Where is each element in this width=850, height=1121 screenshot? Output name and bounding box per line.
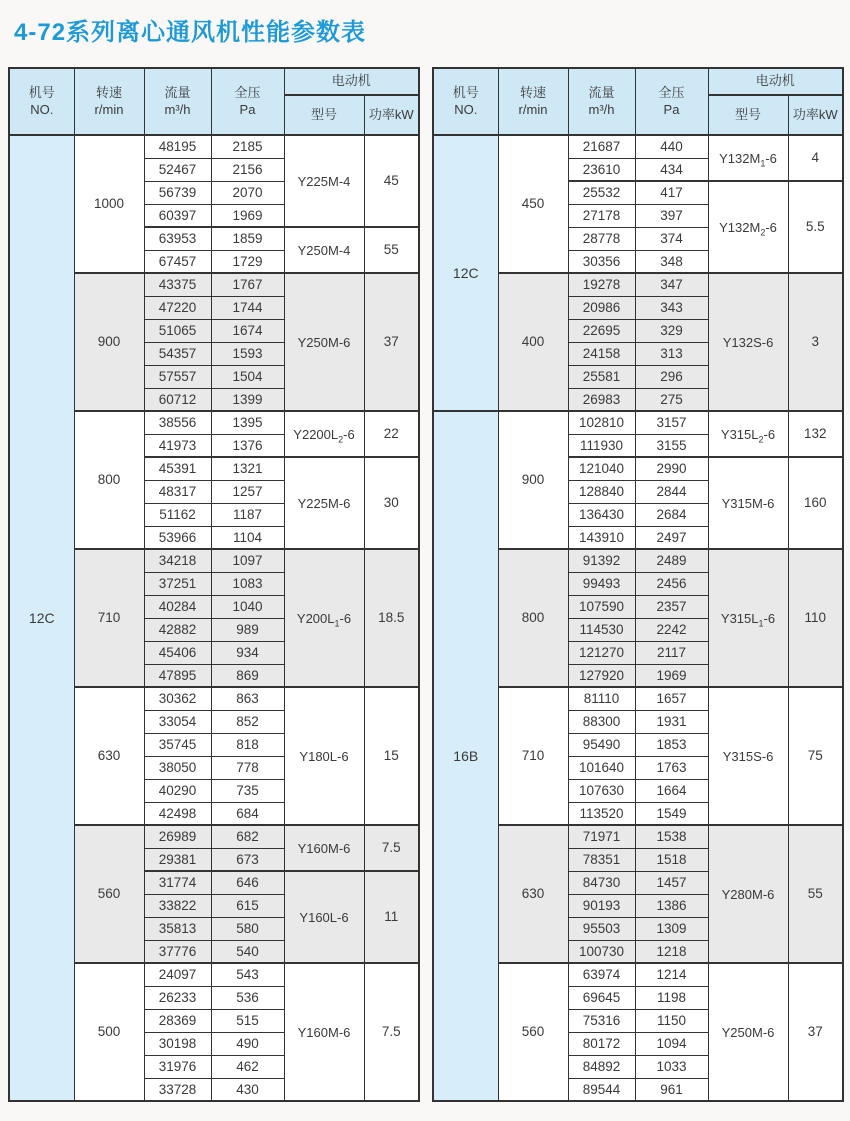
motor-model-cell: Y160M-6: [284, 963, 364, 1101]
motor-model-subscript: 2: [760, 227, 766, 238]
flow-cell: 26233: [144, 986, 211, 1009]
flow-cell: 114530: [568, 618, 635, 641]
flow-cell: 47220: [144, 296, 211, 319]
pressure-cell: 778: [211, 756, 284, 779]
flow-cell: 42882: [144, 618, 211, 641]
flow-cell: 57557: [144, 365, 211, 388]
table-row: [433, 135, 843, 158]
pressure-cell: 2242: [635, 618, 708, 641]
pressure-cell: 1504: [211, 365, 284, 388]
motor-power-cell: 15: [364, 687, 419, 825]
motor-model-subscript: 2: [338, 434, 344, 445]
flow-cell: 40284: [144, 595, 211, 618]
pressure-cell: 490: [211, 1032, 284, 1055]
flow-cell: 88300: [568, 710, 635, 733]
pressure-cell: 1376: [211, 434, 284, 457]
motor-power-cell: 7.5: [364, 825, 419, 871]
flow-cell: 101640: [568, 756, 635, 779]
motor-power-cell: 45: [364, 135, 419, 227]
flow-cell: 84892: [568, 1055, 635, 1078]
motor-power-cell: 55: [788, 825, 843, 963]
flow-cell: 33822: [144, 894, 211, 917]
speed-cell: 800: [498, 549, 568, 687]
pressure-cell: 646: [211, 871, 284, 894]
motor-model-subscript: 1: [758, 618, 764, 629]
speed-cell: 400: [498, 273, 568, 411]
motor-model-cell: Y132S-6: [708, 273, 788, 411]
speed-cell: 560: [498, 963, 568, 1101]
pressure-cell: 1593: [211, 342, 284, 365]
flow-cell: 52467: [144, 158, 211, 181]
flow-cell: 37251: [144, 572, 211, 595]
flow-cell: 60397: [144, 204, 211, 227]
motor-model-cell: Y180L-6: [284, 687, 364, 825]
pressure-cell: 961: [635, 1078, 708, 1101]
speed-cell: 630: [498, 825, 568, 963]
pressure-cell: 543: [211, 963, 284, 986]
model-no-cell: 16B: [433, 411, 498, 1101]
motor-power-cell: 22: [364, 411, 419, 457]
header-motor: 电动机: [284, 68, 419, 95]
header-flow: 流量 m³/h: [144, 68, 211, 135]
flow-cell: 51065: [144, 319, 211, 342]
motor-power-cell: 55: [364, 227, 419, 273]
pressure-cell: 1674: [211, 319, 284, 342]
flow-cell: 31976: [144, 1055, 211, 1078]
pressure-cell: 296: [635, 365, 708, 388]
pressure-cell: 430: [211, 1078, 284, 1101]
pressure-cell: 1853: [635, 733, 708, 756]
pressure-cell: 1083: [211, 572, 284, 595]
pressure-cell: 1198: [635, 986, 708, 1009]
motor-model-cell: Y225M-4: [284, 135, 364, 227]
pressure-cell: 2489: [635, 549, 708, 572]
flow-cell: 33728: [144, 1078, 211, 1101]
flow-cell: 136430: [568, 503, 635, 526]
flow-cell: 30198: [144, 1032, 211, 1055]
flow-cell: 24097: [144, 963, 211, 986]
model-no-cell: 12C: [9, 135, 74, 1101]
flow-cell: 80172: [568, 1032, 635, 1055]
pressure-cell: 275: [635, 388, 708, 411]
header-speed: 转速 r/min: [74, 68, 144, 135]
pressure-cell: 735: [211, 779, 284, 802]
pressure-cell: 1386: [635, 894, 708, 917]
pressure-cell: 580: [211, 917, 284, 940]
flow-cell: 28369: [144, 1009, 211, 1032]
flow-cell: 121040: [568, 457, 635, 480]
pressure-cell: 2497: [635, 526, 708, 549]
flow-cell: 45391: [144, 457, 211, 480]
flow-cell: 45406: [144, 641, 211, 664]
flow-cell: 91392: [568, 549, 635, 572]
pressure-cell: 3157: [635, 411, 708, 434]
flow-cell: 29381: [144, 848, 211, 871]
pressure-cell: 397: [635, 204, 708, 227]
motor-model-cell: $Y132M_1-6$: [708, 135, 788, 181]
flow-cell: 28778: [568, 227, 635, 250]
flow-cell: 51162: [144, 503, 211, 526]
flow-cell: 143910: [568, 526, 635, 549]
pressure-cell: 1097: [211, 549, 284, 572]
pressure-cell: 2844: [635, 480, 708, 503]
flow-cell: 20986: [568, 296, 635, 319]
pressure-cell: 1859: [211, 227, 284, 250]
flow-cell: 48195: [144, 135, 211, 158]
header-flow: 流量 m³/h: [568, 68, 635, 135]
pressure-cell: 1040: [211, 595, 284, 618]
motor-power-cell: 11: [364, 871, 419, 963]
motor-power-cell: 18.5: [364, 549, 419, 687]
flow-cell: 75316: [568, 1009, 635, 1032]
performance-table-left: [8, 67, 420, 1102]
pressure-cell: 1538: [635, 825, 708, 848]
pressure-cell: 343: [635, 296, 708, 319]
flow-cell: 42498: [144, 802, 211, 825]
pressure-cell: 2156: [211, 158, 284, 181]
table-row: [433, 411, 843, 434]
fan-performance-table: [432, 67, 844, 1102]
speed-cell: 800: [74, 411, 144, 549]
speed-cell: 710: [498, 687, 568, 825]
motor-power-cell: 160: [788, 457, 843, 549]
flow-cell: 69645: [568, 986, 635, 1009]
flow-cell: 27178: [568, 204, 635, 227]
header-motor-power: 功率kW: [788, 95, 843, 135]
flow-cell: 63974: [568, 963, 635, 986]
flow-cell: 22695: [568, 319, 635, 342]
model-no-cell: 12C: [433, 135, 498, 411]
header-model-no: 机号 NO.: [433, 68, 498, 135]
flow-cell: 78351: [568, 848, 635, 871]
speed-cell: 630: [74, 687, 144, 825]
flow-cell: 84730: [568, 871, 635, 894]
header-pressure: 全压 Pa: [211, 68, 284, 135]
motor-model-subscript: 1: [334, 618, 340, 629]
pressure-cell: 348: [635, 250, 708, 273]
motor-model-cell: $Y315L_2-6$: [708, 411, 788, 457]
flow-cell: 53966: [144, 526, 211, 549]
pressure-cell: 1767: [211, 273, 284, 296]
motor-model-cell: $Y315L_1-6$: [708, 549, 788, 687]
pressure-cell: 2070: [211, 181, 284, 204]
header-motor-power: 功率kW: [364, 95, 419, 135]
header-pressure: 全压 Pa: [635, 68, 708, 135]
flow-cell: 35813: [144, 917, 211, 940]
pressure-cell: 1214: [635, 963, 708, 986]
pressure-cell: 1969: [211, 204, 284, 227]
flow-cell: 54357: [144, 342, 211, 365]
pressure-cell: 989: [211, 618, 284, 641]
flow-cell: 63953: [144, 227, 211, 250]
motor-model-cell: $Y200L_1-6$: [284, 549, 364, 687]
flow-cell: 99493: [568, 572, 635, 595]
motor-model-subscript: 1: [760, 158, 766, 169]
pressure-cell: 684: [211, 802, 284, 825]
flow-cell: 90193: [568, 894, 635, 917]
pressure-cell: 1549: [635, 802, 708, 825]
flow-cell: 25532: [568, 181, 635, 204]
pressure-cell: 515: [211, 1009, 284, 1032]
pressure-cell: 682: [211, 825, 284, 848]
pressure-cell: 1309: [635, 917, 708, 940]
motor-model-cell: Y160L-6: [284, 871, 364, 963]
pressure-cell: 1150: [635, 1009, 708, 1032]
motor-power-cell: 110: [788, 549, 843, 687]
pressure-cell: 462: [211, 1055, 284, 1078]
flow-cell: 30356: [568, 250, 635, 273]
pressure-cell: 863: [211, 687, 284, 710]
flow-cell: 40290: [144, 779, 211, 802]
pressure-cell: 329: [635, 319, 708, 342]
flow-cell: 81110: [568, 687, 635, 710]
pressure-cell: 615: [211, 894, 284, 917]
flow-cell: 35745: [144, 733, 211, 756]
flow-cell: 38050: [144, 756, 211, 779]
flow-cell: 23610: [568, 158, 635, 181]
pressure-cell: 1969: [635, 664, 708, 687]
motor-model-cell: Y280M-6: [708, 825, 788, 963]
flow-cell: 41973: [144, 434, 211, 457]
pressure-cell: 417: [635, 181, 708, 204]
flow-cell: 48317: [144, 480, 211, 503]
flow-cell: 121270: [568, 641, 635, 664]
pressure-cell: 1218: [635, 940, 708, 963]
pressure-cell: 1094: [635, 1032, 708, 1055]
motor-power-cell: 3: [788, 273, 843, 411]
speed-cell: 450: [498, 135, 568, 273]
motor-model-cell: Y225M-6: [284, 457, 364, 549]
page-title: 4-72系列离心通风机性能参数表: [14, 19, 367, 46]
flow-cell: 33054: [144, 710, 211, 733]
speed-cell: 1000: [74, 135, 144, 273]
motor-model-cell: Y160M-6: [284, 825, 364, 871]
performance-table-right: [432, 67, 844, 1102]
flow-cell: 67457: [144, 250, 211, 273]
pressure-cell: 374: [635, 227, 708, 250]
pressure-cell: 1729: [211, 250, 284, 273]
pressure-cell: 2456: [635, 572, 708, 595]
motor-power-cell: 5.5: [788, 181, 843, 273]
pressure-cell: 1744: [211, 296, 284, 319]
speed-cell: 560: [74, 825, 144, 963]
header-motor: 电动机: [708, 68, 843, 95]
motor-power-cell: 7.5: [364, 963, 419, 1101]
speed-cell: 500: [74, 963, 144, 1101]
speed-cell: 900: [74, 273, 144, 411]
flow-cell: 38556: [144, 411, 211, 434]
pressure-cell: 1321: [211, 457, 284, 480]
flow-cell: 111930: [568, 434, 635, 457]
motor-power-cell: 37: [788, 963, 843, 1101]
pressure-cell: 313: [635, 342, 708, 365]
pressure-cell: 1657: [635, 687, 708, 710]
motor-model-cell: Y250M-4: [284, 227, 364, 273]
flow-cell: 25581: [568, 365, 635, 388]
flow-cell: 95503: [568, 917, 635, 940]
pressure-cell: 2357: [635, 595, 708, 618]
pressure-cell: 1187: [211, 503, 284, 526]
pressure-cell: 2117: [635, 641, 708, 664]
pressure-cell: 1763: [635, 756, 708, 779]
motor-model-subscript: 2: [758, 434, 764, 445]
flow-cell: 128840: [568, 480, 635, 503]
flow-cell: 21687: [568, 135, 635, 158]
motor-model-cell: Y315S-6: [708, 687, 788, 825]
flow-cell: 100730: [568, 940, 635, 963]
flow-cell: 30362: [144, 687, 211, 710]
table-row: [9, 135, 419, 158]
pressure-cell: 1457: [635, 871, 708, 894]
pressure-cell: 2684: [635, 503, 708, 526]
flow-cell: 56739: [144, 181, 211, 204]
flow-cell: 31774: [144, 871, 211, 894]
motor-power-cell: 4: [788, 135, 843, 181]
motor-power-cell: 37: [364, 273, 419, 411]
pressure-cell: 934: [211, 641, 284, 664]
pressure-cell: 1104: [211, 526, 284, 549]
flow-cell: 60712: [144, 388, 211, 411]
pressure-cell: 1399: [211, 388, 284, 411]
pressure-cell: 1257: [211, 480, 284, 503]
motor-power-cell: 132: [788, 411, 843, 457]
motor-power-cell: 30: [364, 457, 419, 549]
pressure-cell: 673: [211, 848, 284, 871]
pressure-cell: 1931: [635, 710, 708, 733]
pressure-cell: 1664: [635, 779, 708, 802]
motor-model-cell: $Y132M_2-6$: [708, 181, 788, 273]
motor-model-cell: Y315M-6: [708, 457, 788, 549]
speed-cell: 900: [498, 411, 568, 549]
pressure-cell: 869: [211, 664, 284, 687]
flow-cell: 47895: [144, 664, 211, 687]
flow-cell: 95490: [568, 733, 635, 756]
pressure-cell: 2990: [635, 457, 708, 480]
flow-cell: 89544: [568, 1078, 635, 1101]
flow-cell: 127920: [568, 664, 635, 687]
header-motor-model: 型号: [284, 95, 364, 135]
pressure-cell: 1033: [635, 1055, 708, 1078]
flow-cell: 107630: [568, 779, 635, 802]
flow-cell: 26983: [568, 388, 635, 411]
pressure-cell: 852: [211, 710, 284, 733]
pressure-cell: 540: [211, 940, 284, 963]
pressure-cell: 3155: [635, 434, 708, 457]
pressure-cell: 440: [635, 135, 708, 158]
pressure-cell: 1395: [211, 411, 284, 434]
pressure-cell: 1518: [635, 848, 708, 871]
fan-performance-table: [8, 67, 420, 1102]
motor-model-cell: Y250M-6: [708, 963, 788, 1101]
header-model-no: 机号 NO.: [9, 68, 74, 135]
header-speed: 转速 r/min: [498, 68, 568, 135]
flow-cell: 102810: [568, 411, 635, 434]
pressure-cell: 536: [211, 986, 284, 1009]
speed-cell: 710: [74, 549, 144, 687]
flow-cell: 37776: [144, 940, 211, 963]
flow-cell: 34218: [144, 549, 211, 572]
pressure-cell: 2185: [211, 135, 284, 158]
flow-cell: 107590: [568, 595, 635, 618]
pressure-cell: 347: [635, 273, 708, 296]
pressure-cell: 818: [211, 733, 284, 756]
motor-power-cell: 75: [788, 687, 843, 825]
flow-cell: 19278: [568, 273, 635, 296]
flow-cell: 43375: [144, 273, 211, 296]
motor-model-cell: $Y2200L_2-6$: [284, 411, 364, 457]
flow-cell: 26989: [144, 825, 211, 848]
header-motor-model: 型号: [708, 95, 788, 135]
flow-cell: 71971: [568, 825, 635, 848]
pressure-cell: 434: [635, 158, 708, 181]
flow-cell: 113520: [568, 802, 635, 825]
motor-model-cell: Y250M-6: [284, 273, 364, 411]
flow-cell: 24158: [568, 342, 635, 365]
